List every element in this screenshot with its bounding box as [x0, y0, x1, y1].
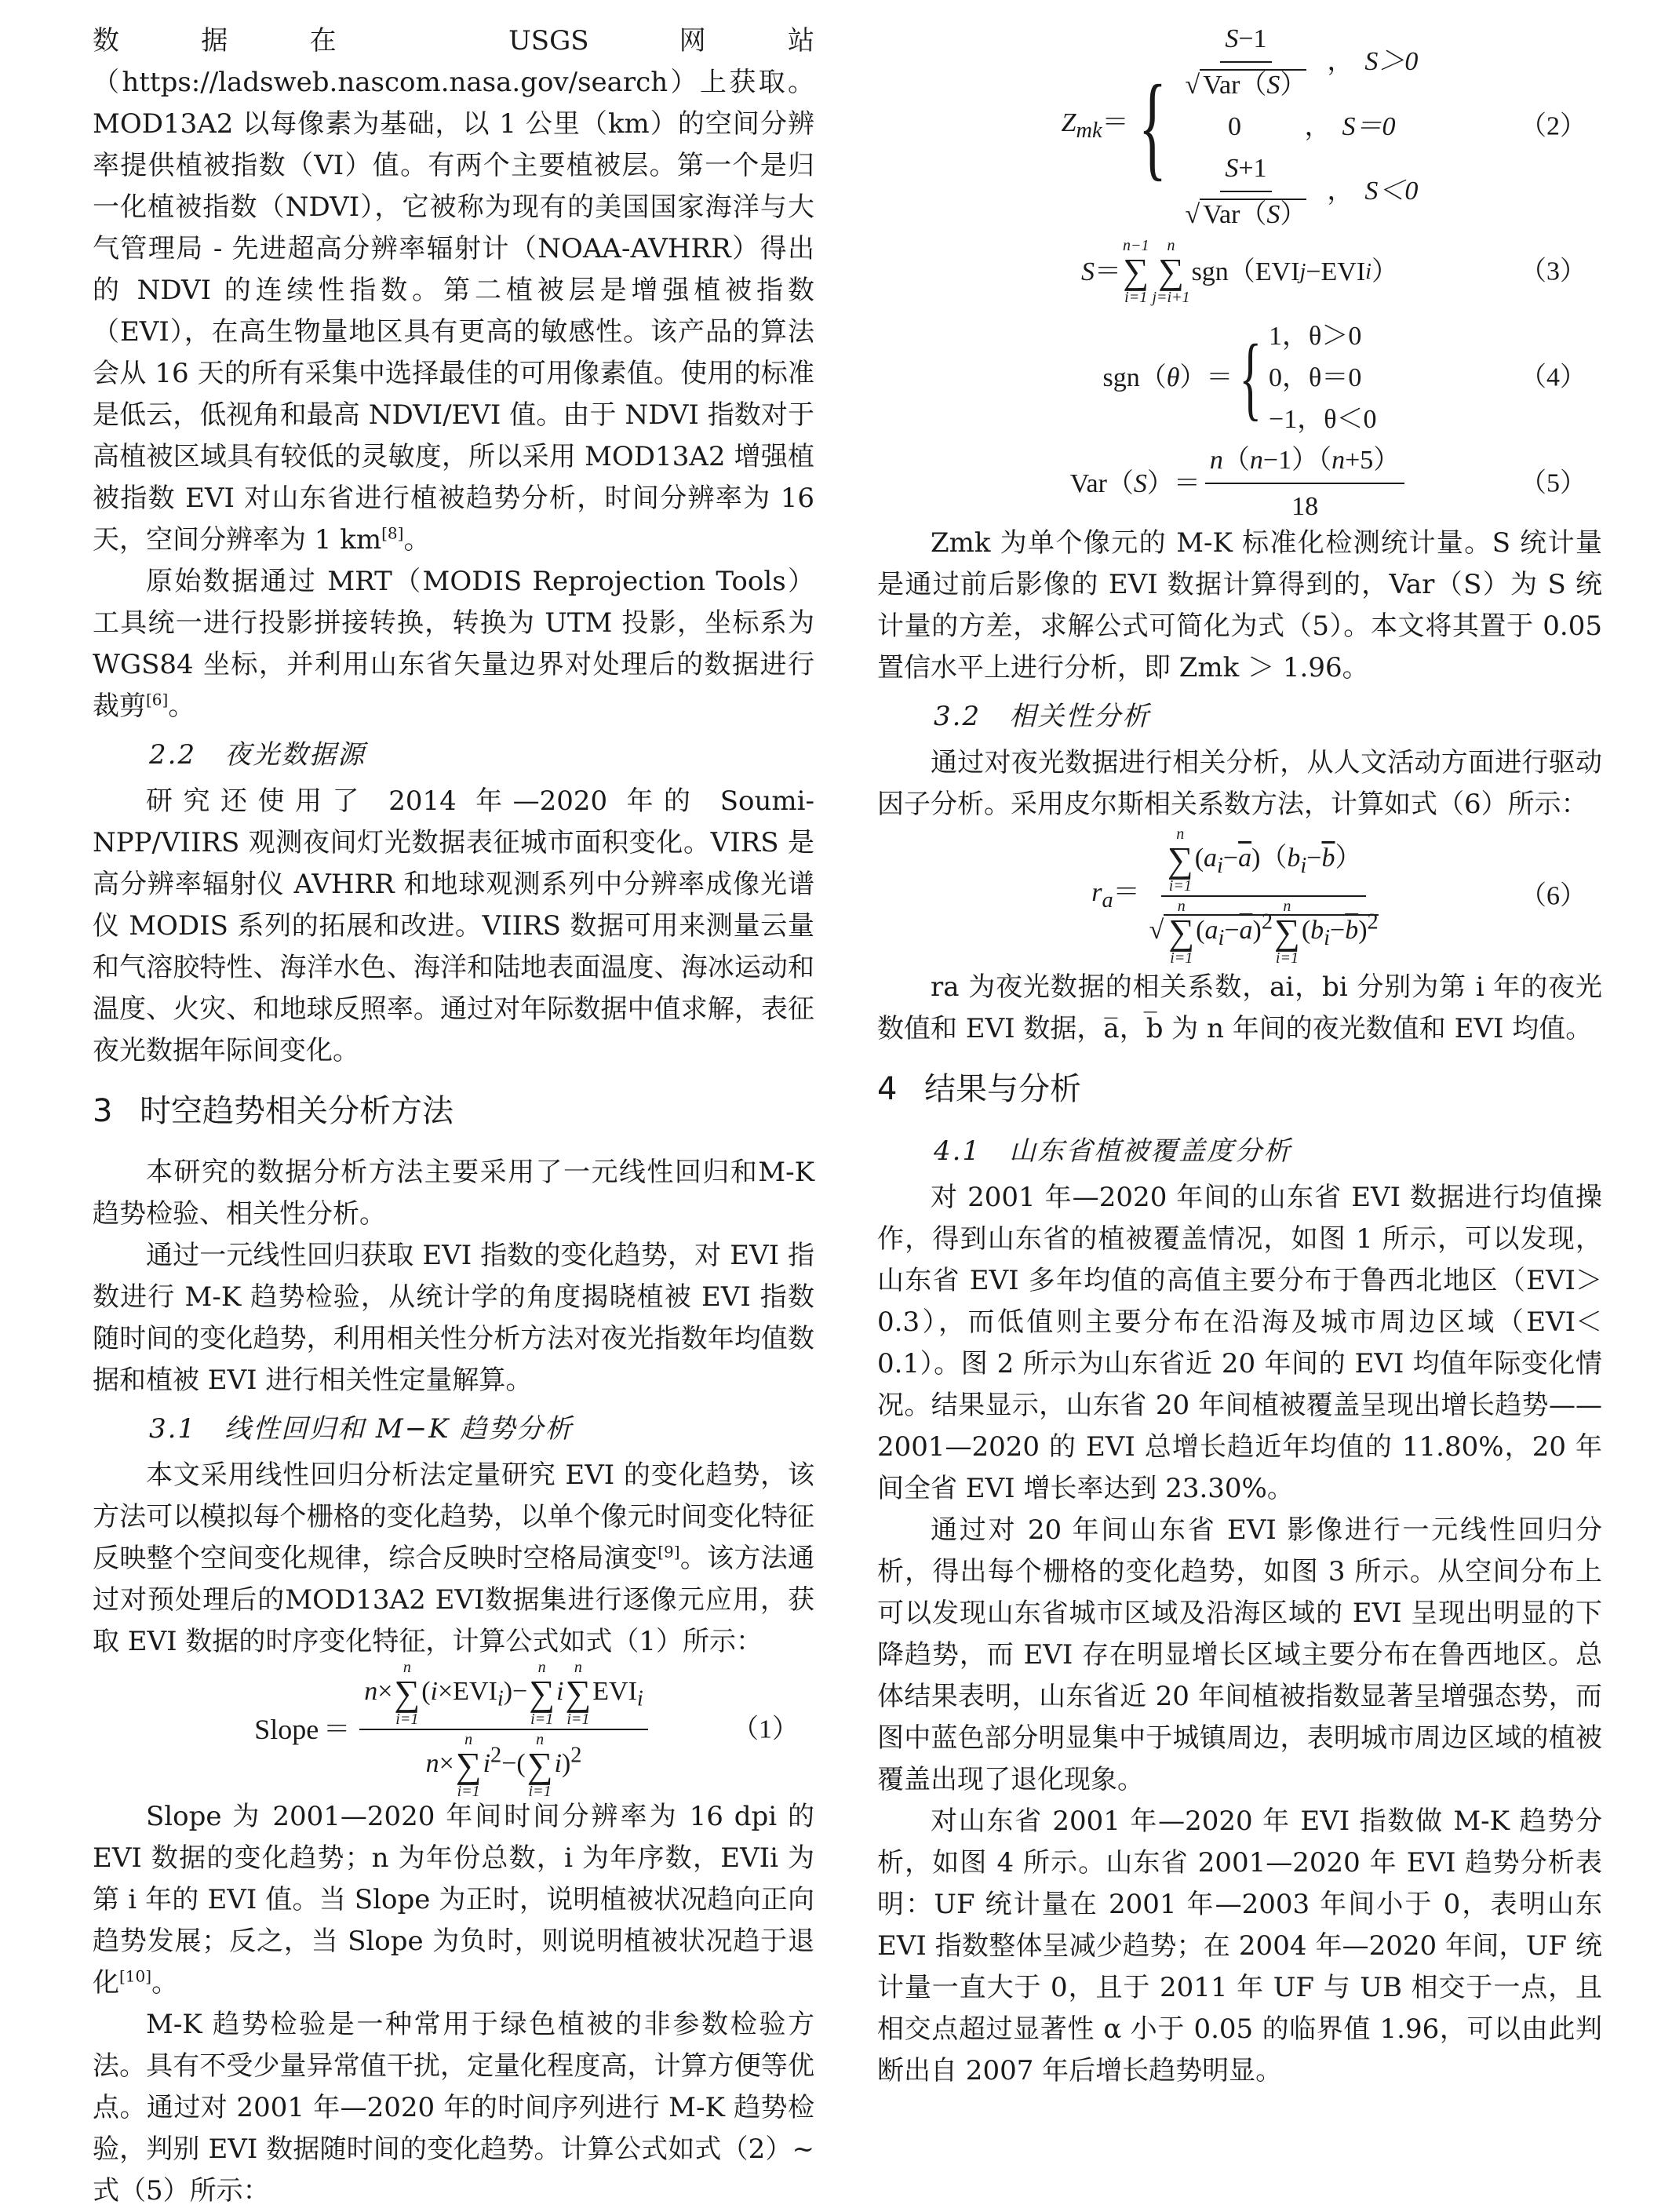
subsection-heading-3-2: 3.2 相关性分析 [934, 701, 1151, 732]
equation-1-fraction: n× n ∑ i=1 $(i\times EVI_i)-$ n ∑ i=1 i n ∑ i=1 $EVI_i$ n× n ∑ i=1 $i^2-$( n ∑ i=1 i)$^2$ [359, 1660, 648, 1799]
citation: [10] [119, 1966, 152, 1986]
equation-6: $r_a=$ n ∑ i=1 $(a_i-\overline{a})(b_i-\overline{b})$ √ n ∑ i=1 $(a_i-\overline{a})^2$ n ∑ i=1 $(b_i-\overline{b})^2$ （6） [1091, 825, 1586, 967]
paragraph-results-2: 通过对 20 年间山东省 EVI 影像进行一元线性回归分析，得出每个栅格的变化趋势，如图 3 所示。从空间分布上可以发现山东省城市区域及沿海区域的 EVI 呈现出明显的下降趋势，而 EVI 存在明显增长区域主要分布在鲁西地区。总体结果表明，山东省近 20 年间植被指数显著呈增强态势，而图中蓝色部分明显集中于城镇周边，表明城市周边区域的植被覆盖出现了退化现象。 [877, 1514, 1602, 1795]
paragraph-correlation: 通过对夜光数据进行相关分析，从人文活动方面进行驱动因子分析。采用皮尔斯相关系数方法，计算如式（6）所示： [877, 747, 1602, 820]
equation-number: （2） [1520, 111, 1586, 141]
paragraph-zmk-def: Zmk 为单个像元的 M-K 标准化检测统计量。S 统计量是通过前后影像的 EVI 数据计算得到的，Var（S）为 S 统计量的方差，求解公式可简化为式（5）。本文将其置于 0.05 置信水平上进行分析，即 Zmk ＞ 1.96。 [877, 527, 1602, 683]
equation-number: （3） [1520, 257, 1586, 286]
right-column [877, 20, 1602, 2092]
section-heading-3: 3 时空趋势相关分析方法 [93, 1093, 454, 1129]
paragraph-slope-def: Slope 为 2001—2020 年间时间分辨率为 16 dpi 的 EVI 数据的变化趋势；n 为年份总数，i 为年序数，EVIi 为第 i 年的 EVI 值。当 Slope 为正时，说明植被状况趋向正向趋势发展；反之，当 Slope 为负时，则说明植被状况趋于退化[10]。 [93, 1801, 814, 1999]
equation-1: Slope ＝ n× n ∑ i=1 $(i\times EVI_i)-$ n ∑ i=1 i n ∑ i=1 $EVI_i$ n× n ∑ i=1 $i^2-$( n ∑ i=1 i)$^2$ （1） [254, 1659, 799, 1800]
subsection-heading-3-1: 3.1 线性回归和 M−K 趋势分析 [149, 1413, 574, 1445]
paragraph-results-3: 对山东省 2001 年—2020 年 EVI 指数做 M-K 趋势分析，如图 4 所示。山东省 2001—2020 年 EVI 趋势分析表明：UF 统计量在 2001 年—2003 年间小于 0，表明山东 EVI 指数整体呈减少趋势；在 2004 年—2020 年间，UF 统计量一直大于 0，且于 2011 年 UF 与 UB 相交于一点，且相交点超过显著性 α 小于 0.05 的临界值 1.96，可以由此判断出自 2007 年后增长趋势明显。 [877, 1806, 1602, 2086]
paragraph-data-source: 数据在 USGS 网站（https://ladsweb.nascom.nasa.gov/search）上获取。MOD13A2 以每像素为基础，以 1 公里（km）的空间分辨率提供植被指数（VI）值。有两个主要植被层。第一个是归一化植被指数（NDVI），它被称为现有的美国国家海洋与大气管理局 - 先进超高分辨率辐射计（NOAA-AVHRR）得出的 NDVI 的连续性指数。第二植被层是增强植被指数（EVI），在高生物量地区具有更高的敏感性。该产品的算法会从 16 天的所有采集中选择最佳的可用像素值。使用的标准是低云，低视角和最高 NDVI/EVI 值。由于 NDVI 指数对于高植被区域具有较低的灵敏度，所以采用 MOD13A2 增强植被指数 EVI 对山东省进行植被趋势分析，时间分辨率为 16 天，空间分辨率为 1 km[8]。 [93, 25, 814, 556]
equation-2: $Z_{mk}=$ { $\frac{S-1}{\text{√ Var（S）}}$ ， S＞0 0 ， S＝0 $\frac{S+1}{\text{√ Var（S）}}$ ， S＜0 （2） [877, 20, 1602, 232]
equation-3: S ＝ n−1 ∑ i=1 n ∑ j=i+1 sgn（EVI j −EVI i ） （3） [1080, 237, 1586, 306]
left-column [93, 20, 814, 2212]
paragraph-regression: 本文采用线性回归分析法定量研究 EVI 的变化趋势，该方法可以模拟每个栅格的变化趋势，以单个像元时间变化特征反映整个空间变化规律，综合反映时空格局演变[9]。该方法通过对预处理后的MOD13A2 EVI数据集进行逐像元应用，获取 EVI 数据的时序变化特征，计算公式如式（1）所示： [93, 1459, 815, 1657]
paragraph-mk-test: M-K 趋势检验是一种常用于绿色植被的非参数检验方法。具有不受少量异常值干扰，定量化程度高，计算方便等优点。通过对 2001 年—2020 年的时间序列进行 M-K 趋势检验，判别 EVI 数据随时间的变化趋势。计算公式如式（2）~ 式（5）所示： [93, 2009, 814, 2207]
equation-5: Var（S）＝ $\frac{n(n-1)(n+5)}{18}$ （5） [877, 444, 1602, 523]
section-heading-4: 4 结果与分析 [877, 1071, 1081, 1107]
equation-number: （4） [1520, 363, 1586, 392]
citation: [8] [381, 523, 404, 543]
citation: [6] [146, 690, 169, 709]
paragraph-ra-def: ra 为夜光数据的相关系数，ai，bi 分别为第 i 年的夜光数值和 EVI 数据，a̅，b̅ 为 n 年间的夜光数值和 EVI 均值。 [877, 971, 1602, 1044]
paragraph-mrt: 原始数据通过 MRT（MODIS Reprojection Tools）工具统一进行投影拼接转换，转换为 UTM 投影，坐标系为 WGS84 坐标，并利用山东省矢量边界对处理后的数据进行裁剪[6]。 [93, 566, 814, 722]
equation-4: sgn（θ）＝ { 1，θ＞0 0，θ＝0 −1，θ＜0 （4） [1102, 321, 1586, 434]
paragraph-night-light: 研究还使用了 2014 年—2020 年的 Soumi-NPP/VIIRS 观测夜间灯光数据表征城市面积变化。VIRS 是高分辨率辐射仪 AVHRR 和地球观测系列中分辨率成像光谱仪 MODIS 系列的拓展和改进。VIIRS 数据可用来测量云量和气溶胶特性、海洋水色、海洋和陆地表面温度、海冰运动和温度、火灾、和地球反照率。通过对年际数据中值求解，表征夜光数据年际间变化。 [93, 785, 814, 1066]
subsection-heading-4-1: 4.1 山东省植被覆盖度分析 [934, 1135, 1292, 1167]
paragraph-results-1: 对 2001 年—2020 年间的山东省 EVI 数据进行均值操作，得到山东省的植被覆盖情况，如图 1 所示，可以发现，山东省 EVI 多年均值的高值主要分布于鲁西北地区（EVI＞0.3），而低值则主要分布在沿海及城市周边区域（EVI＜0.1）。图 2 所示为山东省近 20 年间的 EVI 均值年际变化情况。结果显示，山东省 20 年间植被覆盖呈现出增长趋势——2001—2020 的 EVI 总增长趋近年均值的 11.80%，20 年间全省 EVI 增长率达到 23.30%。 [877, 1182, 1602, 1504]
equation-number: （6） [1520, 881, 1586, 911]
paragraph-methods-intro: 本研究的数据分析方法主要采用了一元线性回归和M-K趋势检验、相关性分析。 [93, 1157, 814, 1230]
equation-number: （1） [732, 1715, 799, 1744]
paragraph-methods-detail: 通过一元线性回归获取 EVI 指数的变化趋势，对 EVI 指数进行 M-K 趋势检验，从统计学的角度揭晓植被 EVI 指数随时间的变化趋势，利用相关性分析方法对夜光指数年均值数据和植被 EVI 进行相关性定量解算。 [93, 1240, 814, 1396]
equation-number: （5） [1520, 468, 1586, 498]
subsection-heading-2-2: 2.2 夜光数据源 [149, 739, 366, 771]
citation: [9] [658, 1542, 680, 1562]
